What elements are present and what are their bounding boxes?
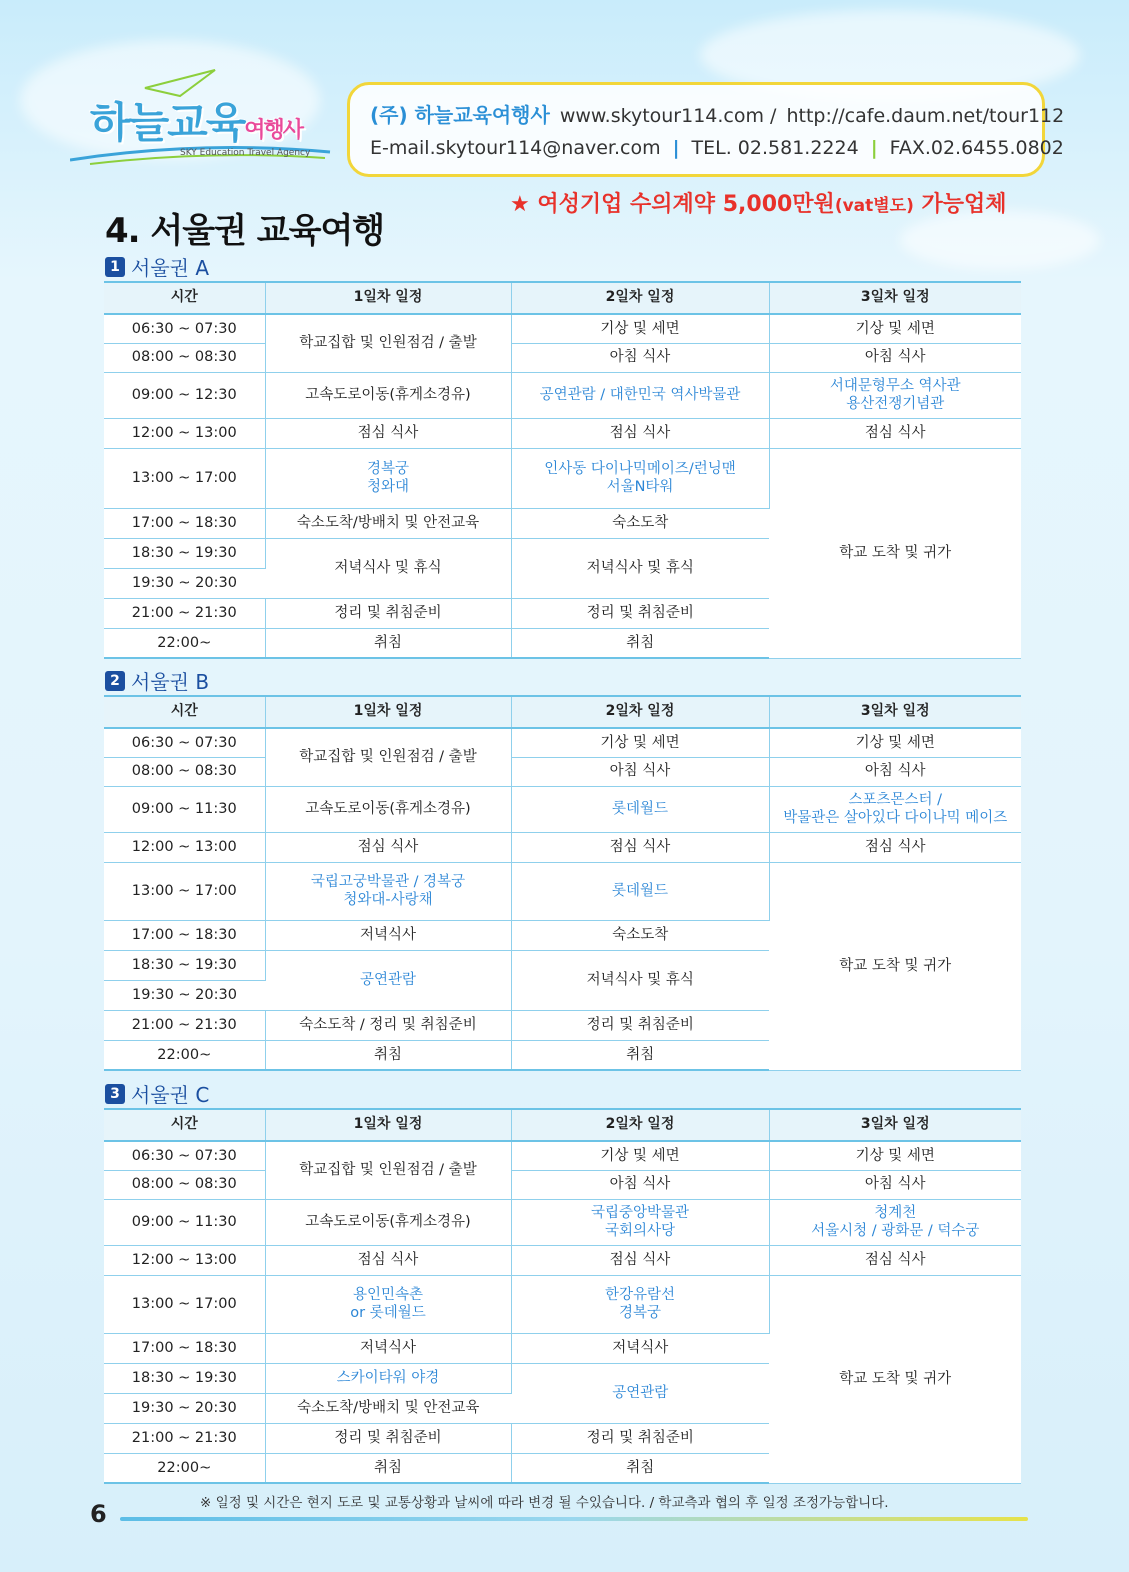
time-cell: 08:00 ~ 08:30 (104, 343, 265, 372)
section-heading-b (105, 666, 209, 695)
time-cell: 13:00 ~ 17:00 (104, 448, 265, 508)
time-cell: 19:30 ~ 20:30 (104, 1393, 265, 1423)
activity-cell: 용인민속촌 or 롯데월드 (265, 1275, 511, 1333)
header-day1: 1일차 일정 (265, 1109, 511, 1141)
schedule-cell: 점심 식사 (511, 1245, 769, 1275)
time-cell: 17:00 ~ 18:30 (104, 920, 265, 950)
schedule-cell: 학교 도착 및 귀가 (769, 1275, 1021, 1483)
time-cell: 12:00 ~ 13:00 (104, 1245, 265, 1275)
schedule-cell: 정리 및 취침준비 (265, 598, 511, 628)
schedule-cell: 기상 및 세면 (511, 728, 769, 757)
schedule-table-c (104, 1108, 1021, 1484)
time-cell: 09:00 ~ 12:30 (104, 372, 265, 418)
schedule-cell: 숙소도착 / 정리 및 취침준비 (265, 1010, 511, 1040)
company-logo (70, 70, 340, 170)
schedule-cell: 학교집합 및 인원점검 / 출발 (265, 728, 511, 786)
time-cell: 19:30 ~ 20:30 (104, 568, 265, 598)
time-cell: 12:00 ~ 13:00 (104, 418, 265, 448)
footer-divider (120, 1517, 1028, 1521)
logo-tagline: SKY Education Travel Agency (180, 148, 311, 158)
schedule-table-b (104, 695, 1021, 1071)
time-cell: 06:30 ~ 07:30 (104, 1141, 265, 1170)
time-cell: 06:30 ~ 07:30 (104, 728, 265, 757)
time-cell: 18:30 ~ 19:30 (104, 1363, 265, 1393)
header-day3: 3일차 일정 (769, 696, 1021, 728)
schedule-cell: 점심 식사 (769, 832, 1021, 862)
schedule-cell: 점심 식사 (769, 418, 1021, 448)
section-title: 서울권 B (131, 670, 210, 694)
schedule-cell: 아침 식사 (769, 343, 1021, 372)
schedule-cell: 정리 및 취침준비 (511, 1010, 769, 1040)
schedule-cell: 정리 및 취침준비 (511, 1423, 769, 1453)
schedule-cell: 기상 및 세면 (769, 1141, 1021, 1170)
schedule-footnote: ※ 일정 및 시간은 현지 도로 및 교통상황과 날씨에 따라 변경 될 수있습니다. / 학교측과 협의 후 일정 조정가능합니다. (200, 1495, 889, 1511)
schedule-cell: 점심 식사 (769, 1245, 1021, 1275)
section-number-badge: 2 (105, 671, 125, 691)
section-number-badge: 3 (105, 1084, 125, 1104)
section-heading-c (105, 1079, 209, 1108)
tel-text: TEL. 02.581.2224 (691, 137, 859, 159)
time-cell: 22:00~ (104, 628, 265, 658)
schedule-cell: 학교집합 및 인원점검 / 출발 (265, 314, 511, 372)
schedule-cell: 저녁식사 및 휴식 (511, 950, 769, 1010)
section-title: 서울권 A (131, 256, 209, 280)
schedule-cell: 점심 식사 (265, 1245, 511, 1275)
activity-cell: 청계천 서울시청 / 광화문 / 덕수궁 (769, 1199, 1021, 1245)
email-text[interactable]: E-mail.skytour114@naver.com (370, 137, 661, 159)
schedule-cell: 저녁식사 (265, 920, 511, 950)
women-enterprise-notice: ★ 여성기업 수의계약 5,000만원(vat별도) 가능업체 (510, 192, 1007, 217)
header-time: 시간 (104, 282, 265, 314)
time-cell: 17:00 ~ 18:30 (104, 1333, 265, 1363)
schedule-cell: 취침 (265, 628, 511, 658)
schedule-cell: 저녁식사 및 휴식 (511, 538, 769, 598)
time-cell: 17:00 ~ 18:30 (104, 508, 265, 538)
activity-cell: 공연관람 (511, 1363, 769, 1423)
time-cell: 19:30 ~ 20:30 (104, 980, 265, 1010)
header-time: 시간 (104, 696, 265, 728)
time-cell: 22:00~ (104, 1040, 265, 1070)
schedule-cell: 숙소도착 (511, 920, 769, 950)
time-cell: 21:00 ~ 21:30 (104, 1423, 265, 1453)
contact-row-bottom (370, 137, 1064, 175)
activity-cell: 스카이타워 야경 (265, 1363, 511, 1393)
section-number-badge: 1 (105, 257, 125, 277)
time-cell: 13:00 ~ 17:00 (104, 862, 265, 920)
schedule-cell: 점심 식사 (265, 418, 511, 448)
time-cell: 13:00 ~ 17:00 (104, 1275, 265, 1333)
section-heading-a (105, 252, 209, 281)
schedule-cell: 기상 및 세면 (769, 728, 1021, 757)
separator: | (672, 137, 680, 159)
activity-cell: 국립고궁박물관 / 경복궁 청와대-사랑채 (265, 862, 511, 920)
activity-cell: 스포츠몬스터 / 박물관은 살아있다 다이나믹 메이즈 (769, 786, 1021, 832)
schedule-cell: 고속도로이동(휴게소경유) (265, 372, 511, 418)
schedule-cell: 학교 도착 및 귀가 (769, 448, 1021, 658)
contact-box (347, 82, 1065, 177)
schedule-cell: 점심 식사 (511, 832, 769, 862)
schedule-cell: 아침 식사 (769, 757, 1021, 786)
schedule-cell: 취침 (265, 1040, 511, 1070)
schedule-cell: 취침 (511, 1040, 769, 1070)
activity-cell: 공연관람 (265, 950, 511, 1010)
logo-wordmark: 하늘교육여행사 (90, 98, 303, 147)
time-cell: 18:30 ~ 19:30 (104, 950, 265, 980)
header-day1: 1일차 일정 (265, 282, 511, 314)
schedule-cell: 고속도로이동(휴게소경유) (265, 1199, 511, 1245)
schedule-cell: 기상 및 세면 (511, 1141, 769, 1170)
schedule-cell: 취침 (511, 1453, 769, 1483)
schedule-cell: 아침 식사 (511, 343, 769, 372)
schedule-cell: 저녁식사 및 휴식 (265, 538, 511, 598)
activity-cell: 공연관람 / 대한민국 역사박물관 (511, 372, 769, 418)
time-cell: 22:00~ (104, 1453, 265, 1483)
schedule-cell: 숙소도착/방배치 및 안전교육 (265, 1393, 511, 1423)
time-cell: 08:00 ~ 08:30 (104, 1170, 265, 1199)
schedule-table-a (104, 281, 1021, 659)
schedule-cell: 점심 식사 (511, 418, 769, 448)
background-cloud (900, 210, 1100, 270)
fax-text: FAX.02.6455.0802 (889, 137, 1064, 159)
schedule-cell: 기상 및 세면 (511, 314, 769, 343)
time-cell: 18:30 ~ 19:30 (104, 538, 265, 568)
page-number: 6 (90, 1500, 107, 1528)
time-cell: 09:00 ~ 11:30 (104, 1199, 265, 1245)
header-day3: 3일차 일정 (769, 1109, 1021, 1141)
schedule-cell: 아침 식사 (511, 1170, 769, 1199)
schedule-cell: 저녁식사 (265, 1333, 511, 1363)
header-time: 시간 (104, 1109, 265, 1141)
activity-cell: 경복궁 청와대 (265, 448, 511, 508)
schedule-cell: 아침 식사 (769, 1170, 1021, 1199)
schedule-cell: 학교 도착 및 귀가 (769, 862, 1021, 1070)
schedule-cell: 정리 및 취침준비 (511, 598, 769, 628)
activity-cell: 롯데월드 (511, 786, 769, 832)
time-cell: 12:00 ~ 13:00 (104, 832, 265, 862)
website-link[interactable]: www.skytour114.com / (559, 105, 777, 127)
header-day2: 2일차 일정 (511, 282, 769, 314)
company-name: (주) 하늘교육여행사 (370, 103, 550, 127)
schedule-cell: 학교집합 및 인원점검 / 출발 (265, 1141, 511, 1199)
contact-row-top (370, 99, 1065, 137)
activity-cell: 인사동 다이나믹메이즈/런닝맨 서울N타워 (511, 448, 769, 508)
separator: | (870, 137, 878, 159)
schedule-cell: 기상 및 세면 (769, 314, 1021, 343)
activity-cell: 한강유람선 경복궁 (511, 1275, 769, 1333)
activity-cell: 국립중앙박물관 국회의사당 (511, 1199, 769, 1245)
time-cell: 09:00 ~ 11:30 (104, 786, 265, 832)
page-title: 4. 서울권 교육여행 (105, 211, 385, 251)
schedule-cell: 고속도로이동(휴게소경유) (265, 786, 511, 832)
schedule-cell: 저녁식사 (511, 1333, 769, 1363)
schedule-cell: 취침 (511, 628, 769, 658)
schedule-cell: 취침 (265, 1453, 511, 1483)
time-cell: 06:30 ~ 07:30 (104, 314, 265, 343)
schedule-cell: 숙소도착/방배치 및 안전교육 (265, 508, 511, 538)
activity-cell: 서대문형무소 역사관 용산전쟁기념관 (769, 372, 1021, 418)
header-day2: 2일차 일정 (511, 1109, 769, 1141)
schedule-cell: 숙소도착 (511, 508, 769, 538)
time-cell: 08:00 ~ 08:30 (104, 757, 265, 786)
header-day3: 3일차 일정 (769, 282, 1021, 314)
time-cell: 21:00 ~ 21:30 (104, 598, 265, 628)
header-day1: 1일차 일정 (265, 696, 511, 728)
activity-cell: 롯데월드 (511, 862, 769, 920)
header-day2: 2일차 일정 (511, 696, 769, 728)
schedule-cell: 정리 및 취침준비 (265, 1423, 511, 1453)
section-title: 서울권 C (131, 1083, 210, 1107)
cafe-link[interactable]: http://cafe.daum.net/tour112 (786, 105, 1065, 127)
time-cell: 21:00 ~ 21:30 (104, 1010, 265, 1040)
schedule-cell: 점심 식사 (265, 832, 511, 862)
schedule-cell: 아침 식사 (511, 757, 769, 786)
